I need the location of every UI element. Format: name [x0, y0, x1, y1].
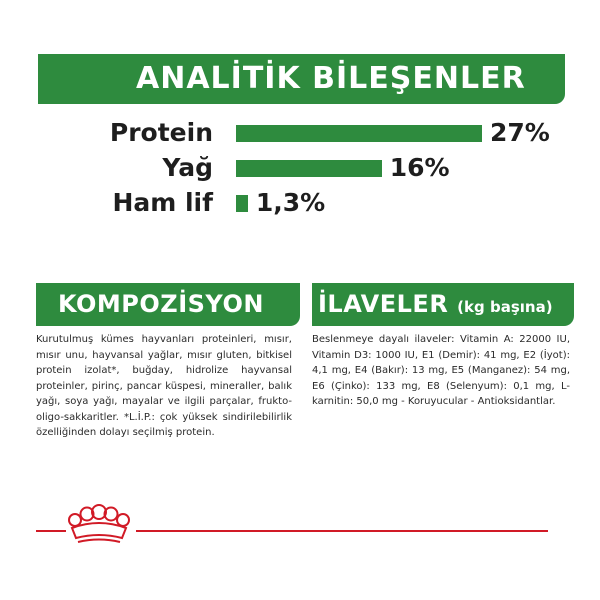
fat-value: 16%: [389, 153, 450, 182]
composition-text: Kurutulmuş kümes hayvanları proteinleri, mısır, mısır unu, hayvansal yağlar, mısır gluten, bitkisel protein izolat*, buğday, hidrolize hayvansal proteinler, pirinç, pancar küspesi, mineraller, balık yağı, soya yağı, mayalar ve ilgili parçalar, frukto-oligo-sakkaritler. *L.İ.P.: çok yüksek sindirilebilirlik özelliğinden dolayı seçilmiş protein.: [36, 334, 292, 438]
crude-fiber-value: 1,3%: [255, 188, 326, 217]
composition-title-banner: [36, 283, 300, 326]
analysis-title: ANALİTİK BİLEŞENLER: [136, 61, 526, 96]
protein-value: 27%: [490, 118, 550, 147]
composition-title: KOMPOZİSYON: [58, 290, 264, 318]
protein-bar: [236, 125, 482, 142]
fat-bar: [236, 160, 382, 177]
royal-canin-crown-icon: [62, 504, 136, 552]
footer-line-right: [136, 530, 548, 532]
additives-text: Beslenmeye dayalı ilaveler: Vitamin A: 22000 IU, Vitamin D3: 1000 IU, E1 (Demir): 41 mg, E2 (İyot): 4,1 mg, E4 (Bakır): 13 mg, E5 (Manganez): 54 mg, E6 (Çinko): 133 mg, E8 (Selenyum): 0,1 mg, L-karnitin: 50,0 mg - Koruyucular - Antioksidantlar.: [312, 334, 570, 407]
additives-subtitle: (kg başına): [457, 298, 553, 316]
crude-fiber-label: Ham lif: [112, 188, 213, 217]
additives-title-banner: [312, 283, 574, 326]
additives-title: İLAVELER: [318, 290, 449, 318]
crude-fiber-bar: [236, 195, 248, 212]
fat-label: Yağ: [162, 153, 213, 182]
analysis-title-banner: [38, 54, 565, 104]
protein-label: Protein: [109, 118, 213, 147]
